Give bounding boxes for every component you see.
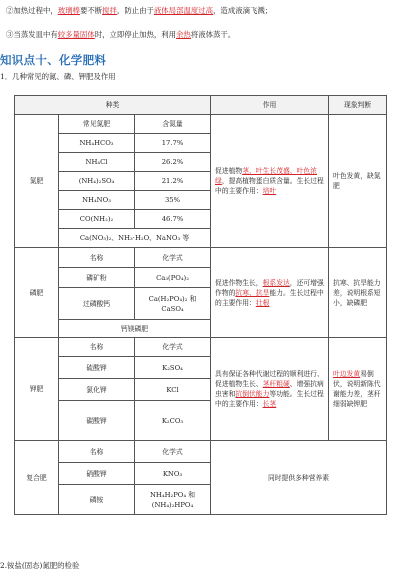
column-label: 名称 [59, 441, 135, 463]
cell: Ca(H₂PO₄)₂ 和 CaSO₄ [135, 288, 211, 320]
cell: 硝酸钾 [59, 463, 135, 485]
judge-phosphorus: 抗寒、抗旱能力差，说明根系短小，缺磷肥 [329, 248, 387, 338]
cell: CO(NH₂)₂ [59, 210, 135, 229]
instruction-line-2: ②加热过程中，玻璃棒要不断搅拌，防止由于液体局部温度过高，造成液滴飞溅； [6, 6, 273, 15]
cell: K₂CO₃ [135, 401, 211, 441]
category-phosphorus: 磷肥 [15, 248, 59, 338]
highlight-text: 搅拌 [102, 6, 117, 15]
column-label: 名称 [59, 248, 135, 268]
effect-nitrogen: 促进植物茎、叶生长茂盛、叶色浓绿，提高植物蛋白质含量。生长过程中的主要作用：培叶 [211, 115, 329, 248]
fertilizer-table [14, 95, 387, 515]
category-nitrogen: 氮肥 [15, 115, 59, 248]
category-potassium: 钾肥 [15, 338, 59, 441]
header-judge: 现象判断 [329, 96, 387, 115]
cell: KCl [135, 379, 211, 401]
subsection-title: 1．几种常见的氮、磷、钾肥及作用 [0, 72, 116, 81]
cell: KNO₃ [135, 463, 211, 485]
cell: 磷矿粉 [59, 268, 135, 288]
table-row [15, 338, 387, 357]
cell: NH₄NO₃ [59, 191, 135, 210]
column-label: 常见氮肥 [59, 115, 135, 134]
highlight-text: 较多量固体 [57, 30, 95, 39]
effect-compound: 同时提供多种营养素 [211, 441, 387, 515]
cell: 磷铵 [59, 485, 135, 515]
cell: NH₄HCO₃ [59, 134, 135, 153]
cell: 碳酸钾 [59, 401, 135, 441]
cell: Ca(NO₃)₂、NH₃·H₂O、NaNO₃ 等 [59, 229, 211, 248]
cell: 26.2% [135, 153, 211, 172]
column-label: 化学式 [135, 338, 211, 357]
highlight-text: 玻璃棒 [57, 6, 80, 15]
cell: 钙镁磷肥 [59, 320, 211, 338]
column-label: 化学式 [135, 248, 211, 268]
section-title: 知识点十、化学肥料 [0, 53, 107, 67]
cell: NH₄Cl [59, 153, 135, 172]
header-kind: 种类 [15, 96, 211, 115]
column-label: 化学式 [135, 441, 211, 463]
footer-heading: 2.铵盐(固态)氮肥的检验 [0, 561, 80, 570]
effect-potassium: 具有保证各种代谢过程的顺利进行、促进植物生长、茎秆粗硬、增强抗病虫害和抗倒伏能力等功能。生长过程中的主要作用：长茎 [211, 338, 329, 441]
table-header-row [15, 96, 387, 115]
judge-nitrogen: 叶色发黄，缺氮肥 [329, 115, 387, 248]
header-effect: 作用 [211, 96, 329, 115]
cell: 46.7% [135, 210, 211, 229]
instruction-line-3: ③当蒸发皿中有较多量固体时，立即停止加热，利用余热将液体蒸干。 [6, 30, 236, 39]
table-row [15, 441, 387, 463]
cell: 21.2% [135, 172, 211, 191]
judge-potassium: 叶边发黄易倒伏，说明新陈代谢能力差，茎秆细弱缺钾肥 [329, 338, 387, 441]
cell: 氯化钾 [59, 379, 135, 401]
cell: 17.7% [135, 134, 211, 153]
cell: K₂SO₄ [135, 357, 211, 379]
column-label: 名称 [59, 338, 135, 357]
table-row [15, 115, 387, 134]
highlight-text: 余热 [176, 30, 191, 39]
cell: 硫酸钾 [59, 357, 135, 379]
column-label: 含氮量 [135, 115, 211, 134]
category-compound: 复合肥 [15, 441, 59, 515]
effect-phosphorus: 促进作物生长，根系发达，还可增强作物的抗寒、抗旱能力。生长过程中的主要作用：壮根 [211, 248, 329, 338]
cell: NH₄H₂PO₄ 和 (NH₄)₂HPO₄ [135, 485, 211, 515]
cell: (NH₄)₂SO₄ [59, 172, 135, 191]
highlight-text: 液体局部温度过高 [153, 6, 214, 15]
cell: 过磷酸钙 [59, 288, 135, 320]
table-row [15, 248, 387, 268]
cell: 35% [135, 191, 211, 210]
cell: Ca₃(PO₄)₂ [135, 268, 211, 288]
